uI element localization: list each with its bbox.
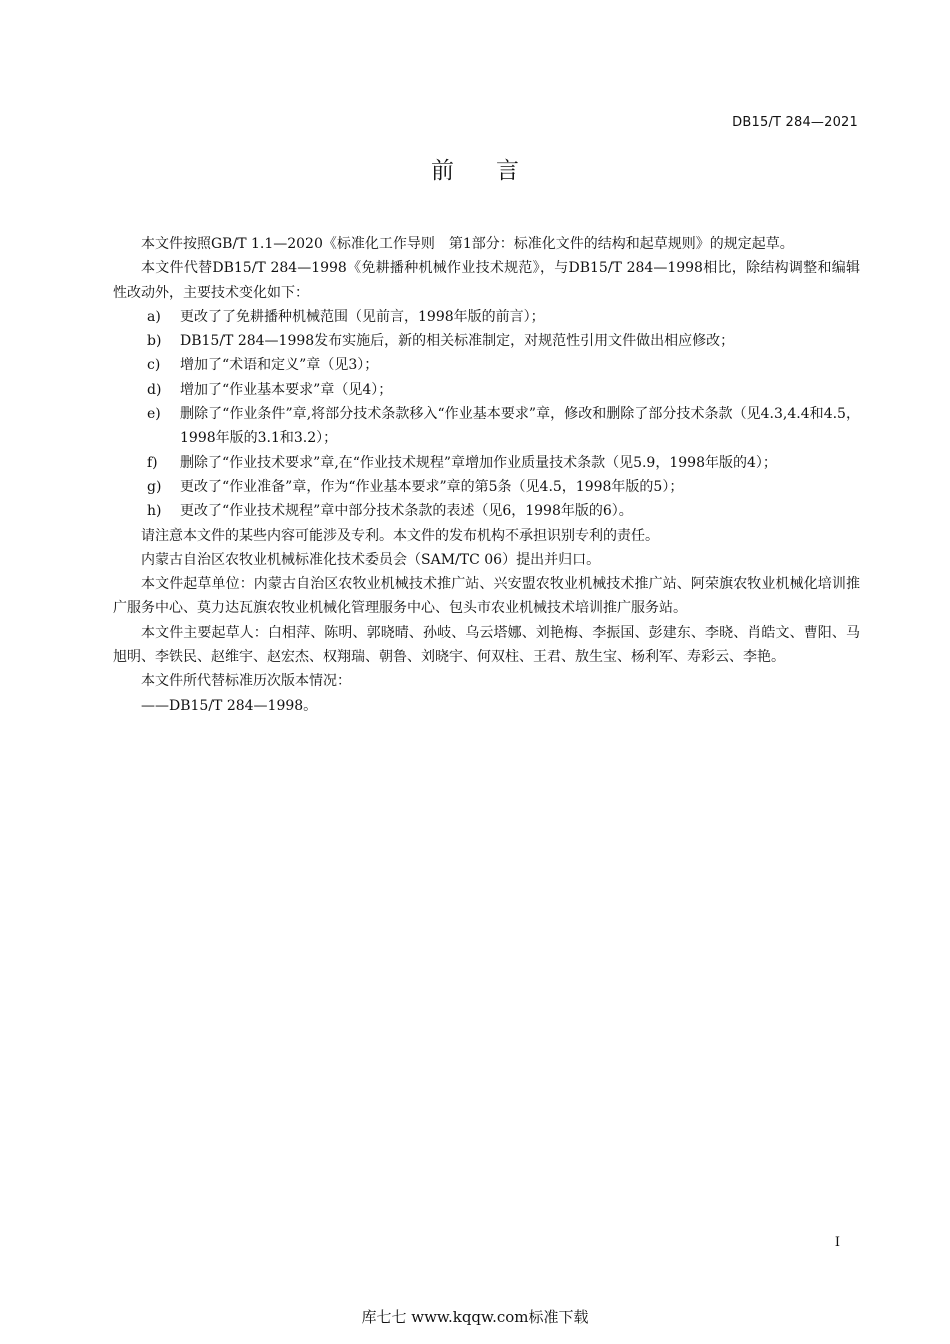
list-item [113, 402, 860, 451]
list-item-text: 更改了“作业准备”章，作为“作业基本要求”章的第5条（见4.5，1998年版的5）； [180, 478, 684, 495]
paragraph-history-heading: 本文件所代替标准历次版本情况： [141, 673, 351, 690]
paragraph-replacement: 本文件代替DB15/T 284—1998《免耕播种机械作业技术规范》，与DB15/T 284—1998相比，除结构调整和编辑性改动外，主要技术变化如下： [113, 260, 860, 301]
list-item-text: 更改了了免耕播种机械范围（见前言，1998年版的前言）； [180, 308, 545, 325]
page-title: 前言 [431, 158, 561, 184]
list-item [113, 499, 860, 523]
list-marker: e) [147, 406, 161, 423]
list-item [113, 378, 860, 402]
list-item-text: 增加了“术语和定义”章（见3）； [180, 357, 379, 374]
document-code: DB15/T 284—2021 [732, 115, 858, 130]
paragraph-drafters: 本文件主要起草人：白相萍、陈明、郭晓晴、孙岐、乌云塔娜、刘艳梅、李振国、彭建东、李晓、肖皓文、曹阳、马旭明、李铁民、赵维宇、赵宏杰、权翔瑞、朝鲁、刘晓宇、何双柱、王君、敖生宝、杨利军、寿彩云、李艳。 [113, 624, 860, 666]
list-item-text: 删除了“作业技术要求”章,在“作业技术规程”章增加作业质量技术条款（见5.9，1998年版的4）； [180, 454, 777, 471]
footer-watermark: 库七七 www.kqqw.com标准下载 [361, 1308, 589, 1326]
list-marker: f) [147, 454, 158, 471]
list-item-text: 增加了“作业基本要求”章（见4）； [180, 381, 393, 398]
list-marker: a) [147, 308, 161, 325]
list-item [113, 451, 860, 475]
page-number: I [834, 1235, 840, 1250]
list-item-text: DB15/T 284—1998发布实施后，新的相关标准制定，对规范性引用文件做出相应修改； [180, 333, 735, 350]
list-item-text: 删除了“作业条件”章,将部分技术条款移入“作业基本要求”章，修改和删除了部分技术条款（见4.3,4.4和4.5，1998年版的3.1和3.2）； [180, 406, 860, 447]
paragraph-history-item: ——DB15/T 284—1998。 [141, 697, 318, 714]
list-marker: b) [147, 333, 162, 350]
list-marker: h) [147, 503, 162, 520]
list-marker: d) [147, 381, 162, 398]
paragraph-drafting-rules: 本文件按照GB/T 1.1—2020《标准化工作导则 第1部分：标准化文件的结构和起草规则》的规定起草。 [141, 236, 794, 252]
list-item [113, 353, 860, 377]
list-marker: g) [147, 478, 162, 495]
list-item [113, 475, 860, 499]
foreword-body [113, 232, 860, 718]
list-item [113, 305, 860, 329]
list-item-text: 更改了“作业技术规程”章中部分技术条款的表述（见6，1998年版的6）。 [180, 503, 633, 520]
list-item [113, 329, 860, 353]
paragraph-proposer: 内蒙古自治区农牧业机械标准化技术委员会（SAM/TC 06）提出并归口。 [141, 551, 601, 568]
paragraph-patent-notice: 请注意本文件的某些内容可能涉及专利。本文件的发布机构不承担识别专利的责任。 [141, 527, 659, 544]
paragraph-drafting-units: 本文件起草单位：内蒙古自治区农牧业机械技术推广站、兴安盟农牧业机械技术推广站、阿荣旗农牧业机械化培训推广服务中心、莫力达瓦旗农牧业机械化管理服务中心、包头市农业机械技术培训推广服务站。 [113, 576, 860, 617]
list-marker: c) [147, 357, 161, 374]
